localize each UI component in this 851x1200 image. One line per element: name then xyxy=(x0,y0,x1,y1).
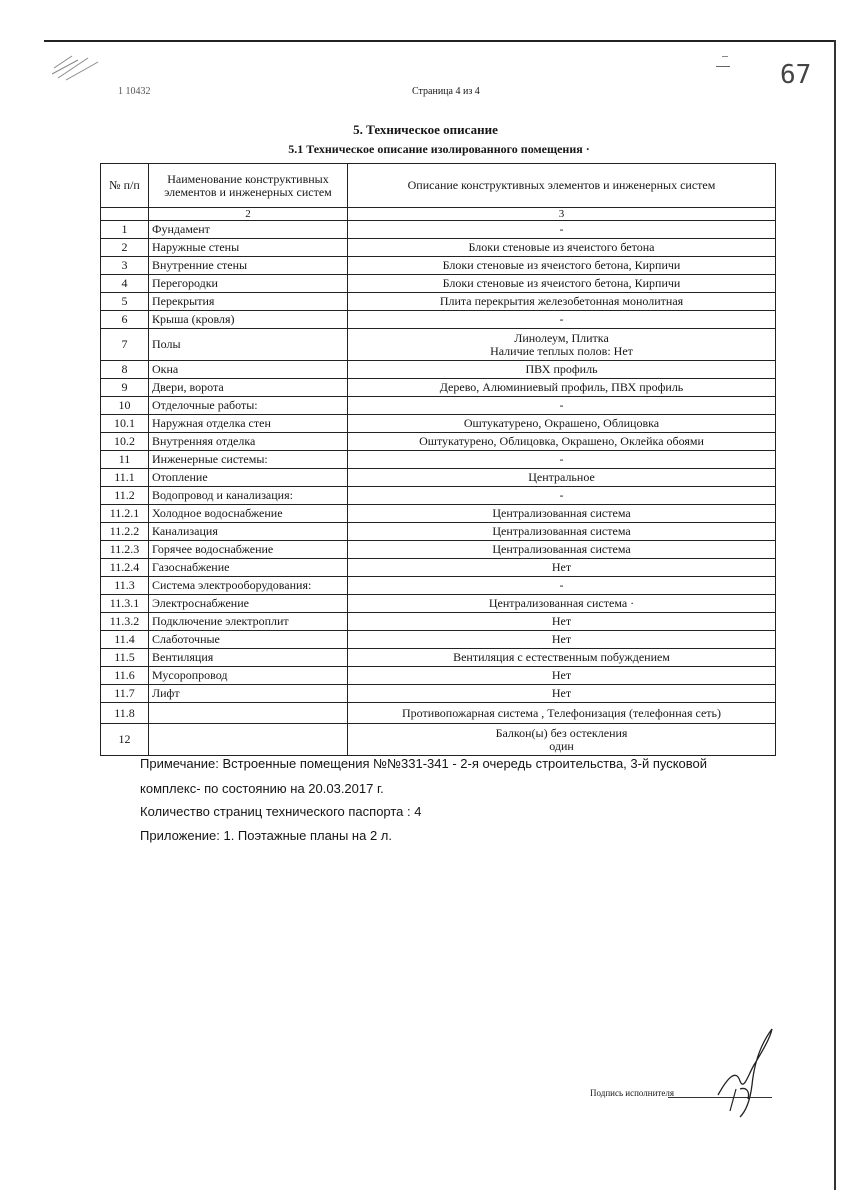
signature-label: Подпись исполнителя xyxy=(590,1088,674,1098)
row-description: - xyxy=(348,487,776,505)
table-row xyxy=(101,649,776,667)
row-element-name: Система электрооборудования: xyxy=(149,577,348,595)
row-description: Нет xyxy=(348,613,776,631)
table-row xyxy=(101,631,776,649)
corner-scribble-mark xyxy=(48,44,118,84)
row-element-name: Внутренние стены xyxy=(149,257,348,275)
row-number: 11.2.2 xyxy=(101,523,149,541)
page-edge-top xyxy=(44,40,834,42)
row-description: - xyxy=(348,577,776,595)
row-description: Централизованная система xyxy=(348,541,776,559)
row-number: 11 xyxy=(101,451,149,469)
row-number: 3 xyxy=(101,257,149,275)
header-number: № п/п xyxy=(101,164,149,208)
row-description: Блоки стеновые из ячеистого бетона, Кирпичи xyxy=(348,275,776,293)
row-number: 11.1 xyxy=(101,469,149,487)
row-description: Плита перекрытия железобетонная монолитная xyxy=(348,293,776,311)
row-element-name: Газоснабжение xyxy=(149,559,348,577)
table-row xyxy=(101,397,776,415)
technical-description-table xyxy=(100,163,776,756)
table-row xyxy=(101,487,776,505)
row-element-name: Слаботочные xyxy=(149,631,348,649)
row-element-name: Горячее водоснабжение xyxy=(149,541,348,559)
row-number: 10.2 xyxy=(101,433,149,451)
row-description: Централизованная система xyxy=(348,523,776,541)
sheet-number: 67 xyxy=(780,60,812,90)
row-element-name: Наружная отделка стен xyxy=(149,415,348,433)
row-element-name: Электроснабжение xyxy=(149,595,348,613)
row-number: 11.2.3 xyxy=(101,541,149,559)
row-element-name: Крыша (кровля) xyxy=(149,311,348,329)
stray-mark xyxy=(722,56,728,57)
row-description: - xyxy=(348,397,776,415)
row-element-name: Окна xyxy=(149,361,348,379)
table-row xyxy=(101,523,776,541)
row-number: 11.2.4 xyxy=(101,559,149,577)
row-number: 11.3.1 xyxy=(101,595,149,613)
row-number: 11.5 xyxy=(101,649,149,667)
row-element-name: Подключение электроплит xyxy=(149,613,348,631)
table-row xyxy=(101,559,776,577)
row-number: 11.4 xyxy=(101,631,149,649)
header-element-name: Наименование конструктивных элементов и инженерных систем xyxy=(149,164,348,208)
row-element-name: Отделочные работы: xyxy=(149,397,348,415)
table-row xyxy=(101,239,776,257)
table-row xyxy=(101,613,776,631)
column-number-2: 2 xyxy=(149,208,348,221)
note-line: Примечание: Встроенные помещения №№331-341 - 2-я очередь строительства, 3-й пусковой xyxy=(140,756,708,771)
row-description: Централизованная система · xyxy=(348,595,776,613)
row-element-name xyxy=(149,724,348,756)
row-description: Центральное xyxy=(348,469,776,487)
table-row xyxy=(101,724,776,756)
row-number: 8 xyxy=(101,361,149,379)
row-description: Вентиляция с естественным побуждением xyxy=(348,649,776,667)
table-row xyxy=(101,469,776,487)
header-description: Описание конструктивных элементов и инженерных систем xyxy=(348,164,776,208)
row-number: 9 xyxy=(101,379,149,397)
row-element-name: Двери, ворота xyxy=(149,379,348,397)
table-row xyxy=(101,257,776,275)
table-row xyxy=(101,311,776,329)
subsection-title: 5.1 Техническое описание изолированного помещения · xyxy=(288,142,590,156)
row-number: 11.7 xyxy=(101,685,149,703)
note-line: комплекс- по состоянию на 20.03.2017 г. xyxy=(140,781,384,796)
column-number-1 xyxy=(101,208,149,221)
row-description: Противопожарная система , Телефонизация (телефонная сеть) xyxy=(348,703,776,724)
row-description: Оштукатурено, Облицовка, Окрашено, Оклейка обоями xyxy=(348,433,776,451)
row-number: 11.3 xyxy=(101,577,149,595)
row-element-name: Инженерные системы: xyxy=(149,451,348,469)
row-description: Блоки стеновые из ячеистого бетона xyxy=(348,239,776,257)
row-element-name: Отопление xyxy=(149,469,348,487)
table-row xyxy=(101,451,776,469)
row-element-name: Вентиляция xyxy=(149,649,348,667)
table-row xyxy=(101,577,776,595)
row-description: ПВХ профиль xyxy=(348,361,776,379)
handwritten-signature xyxy=(700,1025,790,1120)
row-number: 1 xyxy=(101,221,149,239)
row-element-name: Фундамент xyxy=(149,221,348,239)
row-element-name: Внутренняя отделка xyxy=(149,433,348,451)
column-number-3: 3 xyxy=(348,208,776,221)
row-number: 11.2.1 xyxy=(101,505,149,523)
table-row xyxy=(101,595,776,613)
row-description: Балкон(ы) без остекления один xyxy=(348,724,776,756)
table-row xyxy=(101,541,776,559)
row-element-name: Перекрытия xyxy=(149,293,348,311)
row-number: 10.1 xyxy=(101,415,149,433)
note-line: Приложение: 1. Поэтажные планы на 2 л. xyxy=(140,828,392,843)
row-number: 11.8 xyxy=(101,703,149,724)
row-element-name: Холодное водоснабжение xyxy=(149,505,348,523)
row-number: 11.6 xyxy=(101,667,149,685)
row-description: Централизованная система xyxy=(348,505,776,523)
document-code: 1 10432 xyxy=(118,86,151,97)
table-row xyxy=(101,433,776,451)
row-number: 11.2 xyxy=(101,487,149,505)
row-element-name xyxy=(149,703,348,724)
section-title: 5. Техническое описание xyxy=(353,122,498,137)
row-description: - xyxy=(348,221,776,239)
row-element-name: Канализация xyxy=(149,523,348,541)
row-number: 11.3.2 xyxy=(101,613,149,631)
row-element-name: Перегородки xyxy=(149,275,348,293)
row-description: Нет xyxy=(348,667,776,685)
page-edge-right xyxy=(834,40,836,1190)
table-row xyxy=(101,293,776,311)
row-number: 12 xyxy=(101,724,149,756)
row-number: 7 xyxy=(101,329,149,361)
column-number-row xyxy=(101,208,776,221)
table-row xyxy=(101,361,776,379)
row-description: Нет xyxy=(348,559,776,577)
row-description: Нет xyxy=(348,631,776,649)
row-number: 4 xyxy=(101,275,149,293)
table-row xyxy=(101,505,776,523)
page-counter: Страница 4 из 4 xyxy=(412,86,480,97)
note-line: Количество страниц технического паспорта : 4 xyxy=(140,804,422,819)
stray-mark xyxy=(716,66,730,67)
row-description: Оштукатурено, Окрашено, Облицовка xyxy=(348,415,776,433)
table-body xyxy=(101,208,776,756)
table-row xyxy=(101,379,776,397)
row-description: - xyxy=(348,451,776,469)
row-number: 6 xyxy=(101,311,149,329)
row-number: 5 xyxy=(101,293,149,311)
table-row xyxy=(101,703,776,724)
row-element-name: Водопровод и канализация: xyxy=(149,487,348,505)
table-row xyxy=(101,329,776,361)
table-row xyxy=(101,275,776,293)
table-row xyxy=(101,415,776,433)
row-description: Блоки стеновые из ячеистого бетона, Кирпичи xyxy=(348,257,776,275)
row-element-name: Наружные стены xyxy=(149,239,348,257)
row-description: Нет xyxy=(348,685,776,703)
table-header-row xyxy=(101,164,776,208)
row-number: 10 xyxy=(101,397,149,415)
row-description: Линолеум, Плитка Наличие теплых полов: Нет xyxy=(348,329,776,361)
row-description: Дерево, Алюминиевый профиль, ПВХ профиль xyxy=(348,379,776,397)
row-element-name: Мусоропровод xyxy=(149,667,348,685)
row-number: 2 xyxy=(101,239,149,257)
row-description: - xyxy=(348,311,776,329)
table-row xyxy=(101,221,776,239)
table-row xyxy=(101,667,776,685)
row-element-name: Лифт xyxy=(149,685,348,703)
table-row xyxy=(101,685,776,703)
row-element-name: Полы xyxy=(149,329,348,361)
